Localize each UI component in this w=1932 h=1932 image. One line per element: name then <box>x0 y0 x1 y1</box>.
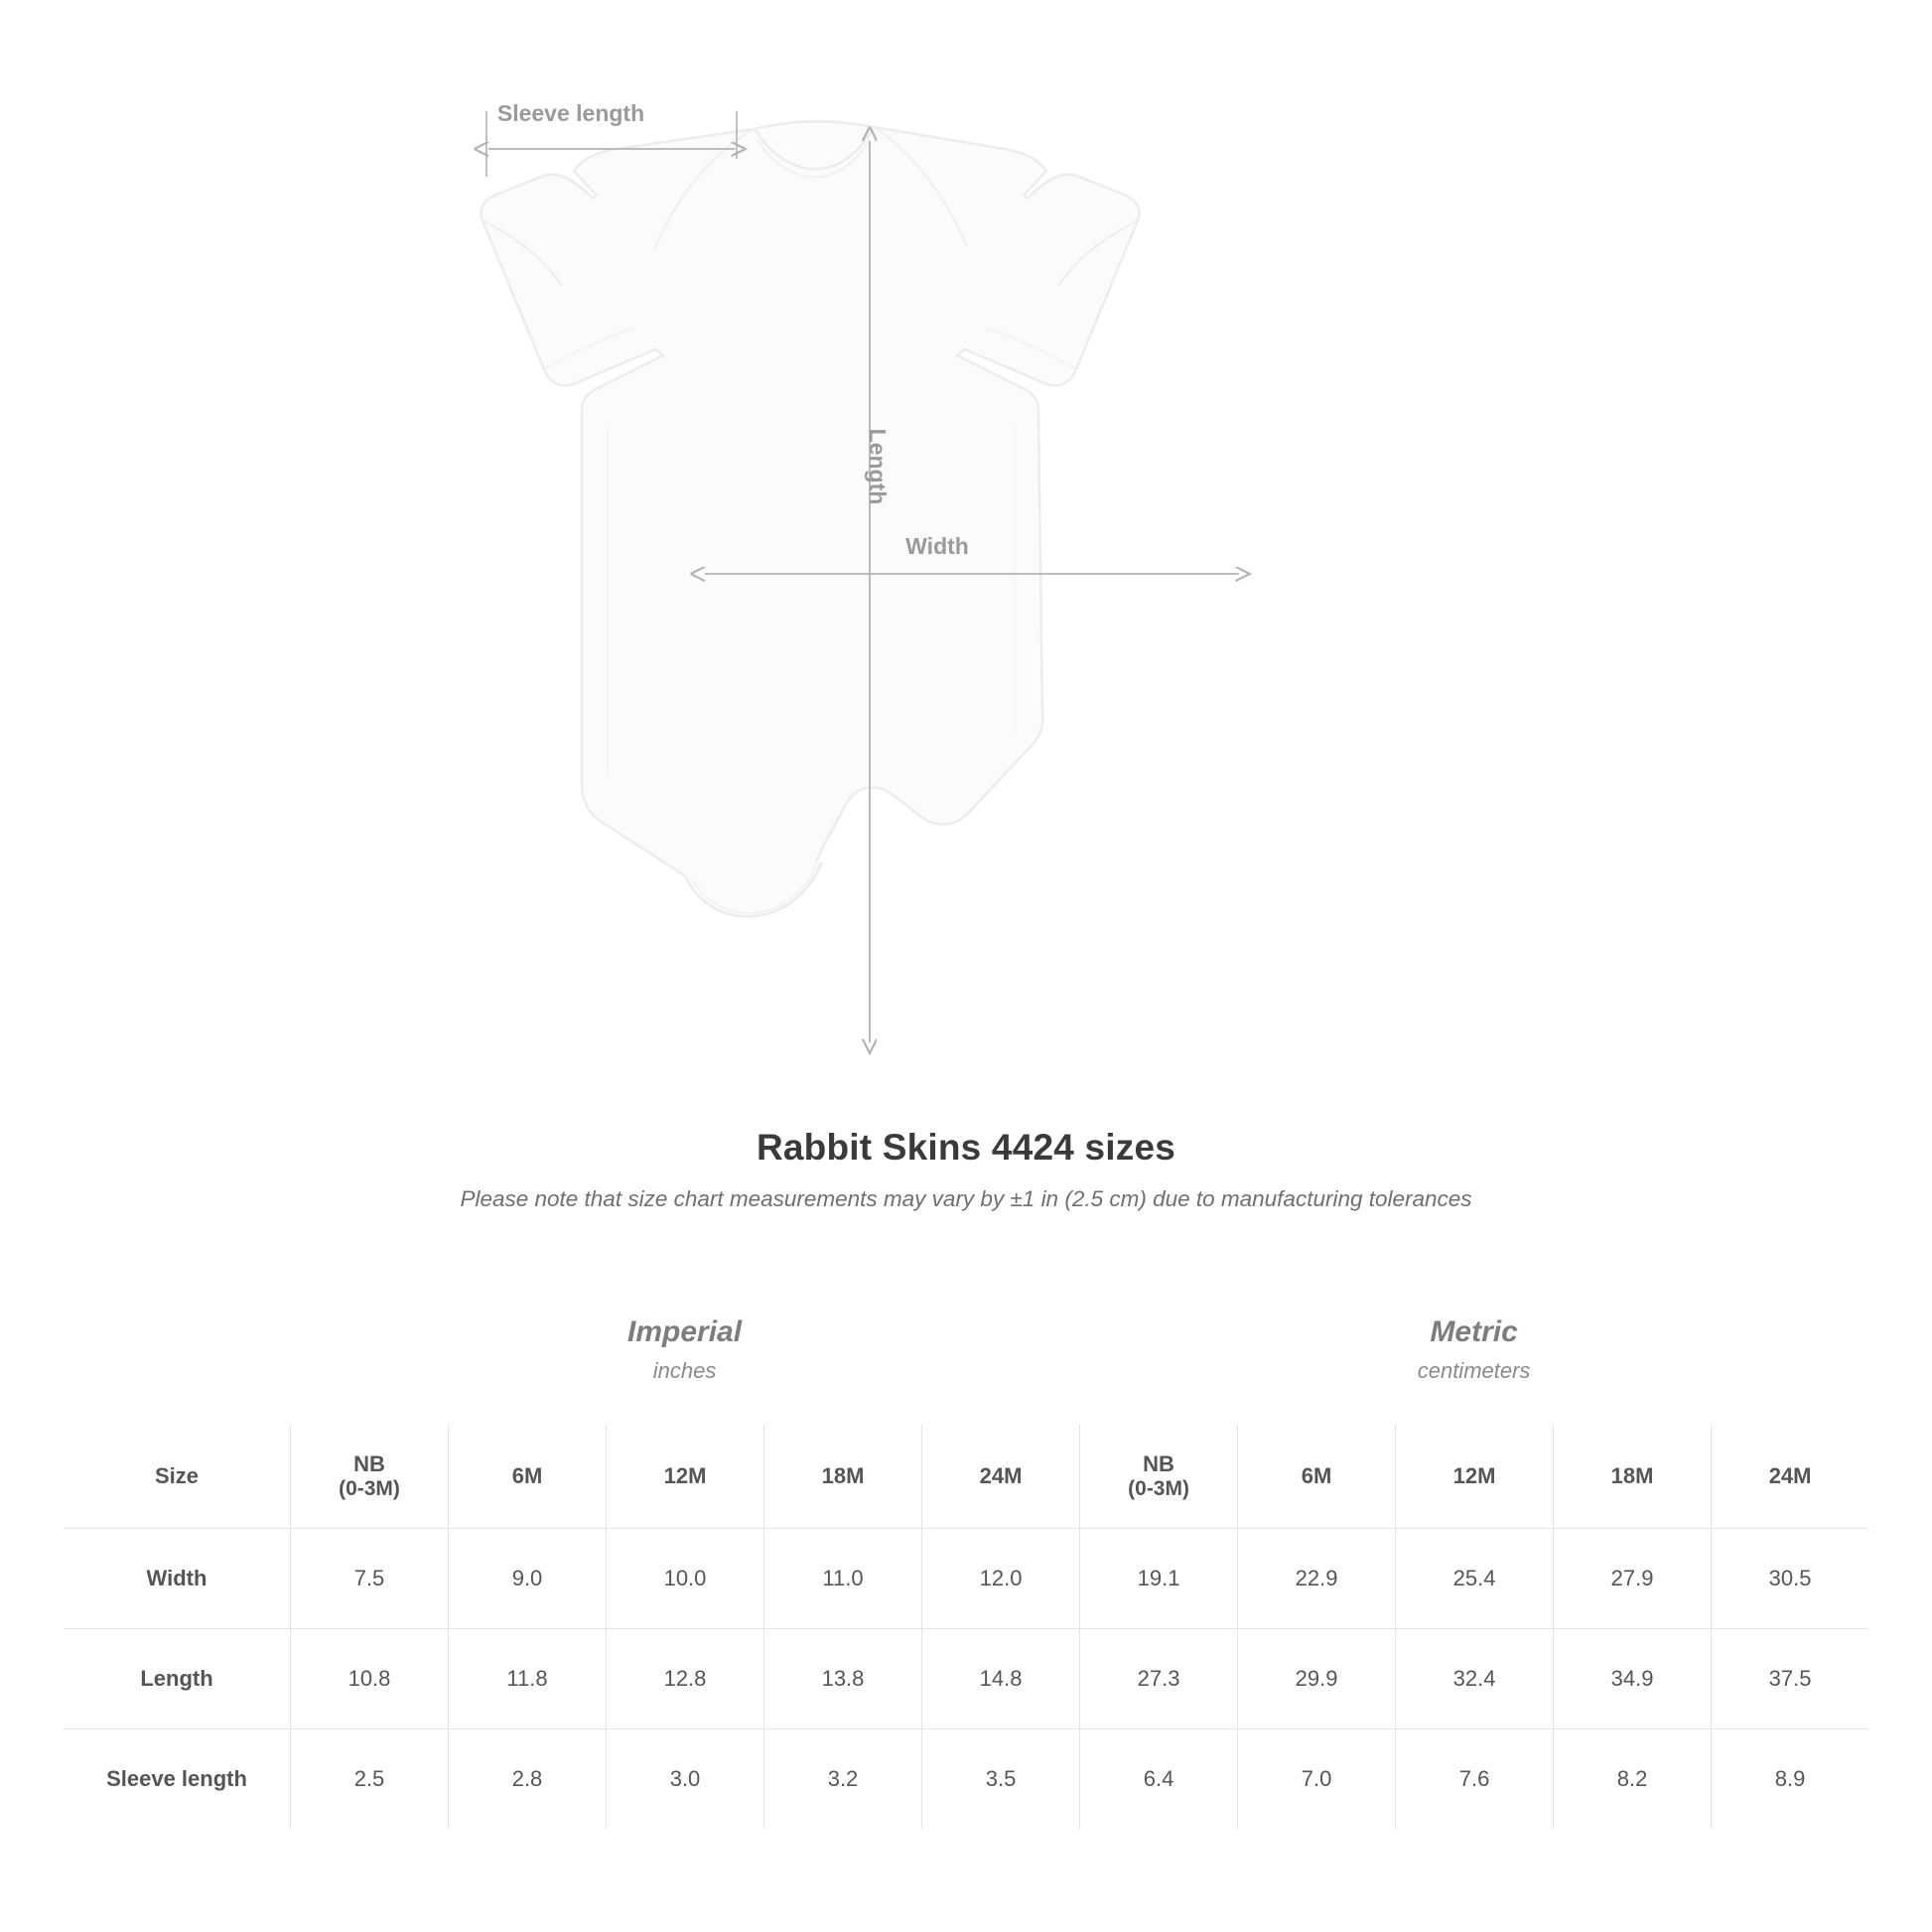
cell-sleeve-6m-in: 2.8 <box>448 1728 606 1829</box>
cell-length-18m-in: 13.8 <box>763 1628 921 1728</box>
col-header-sub: (0-3M) <box>1128 1477 1189 1500</box>
unit-group-metric-name: Metric <box>1430 1315 1518 1348</box>
col-header-nb-metric <box>1079 1425 1237 1528</box>
table-row <box>64 1728 1868 1829</box>
cell-width-nb-in: 7.5 <box>290 1528 448 1628</box>
bodysuit-graphic <box>482 121 1140 916</box>
unit-group-metric <box>1079 1274 1868 1425</box>
col-header-18m-imperial: 18M <box>763 1425 921 1528</box>
bodysuit-body <box>482 121 1140 884</box>
unit-group-metric-sub: centimeters <box>1417 1358 1531 1383</box>
cell-sleeve-12m-in: 3.0 <box>606 1728 763 1829</box>
size-chart-table <box>64 1274 1868 1829</box>
table-row <box>64 1628 1868 1728</box>
cell-sleeve-12m-cm: 7.6 <box>1395 1728 1553 1829</box>
row-label-sleeve-length: Sleeve length <box>64 1728 290 1829</box>
cell-sleeve-nb-in: 2.5 <box>290 1728 448 1829</box>
unit-corner-cell <box>64 1274 290 1425</box>
cell-length-12m-in: 12.8 <box>606 1628 763 1728</box>
col-header-sub: (0-3M) <box>339 1477 400 1500</box>
cell-length-6m-in: 11.8 <box>448 1628 606 1728</box>
cell-length-18m-cm: 34.9 <box>1553 1628 1711 1728</box>
cell-width-6m-in: 9.0 <box>448 1528 606 1628</box>
cell-length-nb-in: 10.8 <box>290 1628 448 1728</box>
col-header-24m-metric: 24M <box>1711 1425 1868 1528</box>
cell-length-24m-in: 14.8 <box>921 1628 1079 1728</box>
col-header-nb-imperial <box>290 1425 448 1528</box>
unit-header-row <box>64 1274 1868 1425</box>
sleeve-length-label: Sleeve length <box>496 100 645 126</box>
table-row <box>64 1528 1868 1628</box>
tolerance-note: Please note that size chart measurements may vary by ±1 in (2.5 cm) due to manufacturing tolerances <box>460 1186 1472 1211</box>
cell-width-12m-in: 10.0 <box>606 1528 763 1628</box>
unit-group-imperial-sub: inches <box>652 1358 717 1383</box>
cell-sleeve-24m-in: 3.5 <box>921 1728 1079 1829</box>
cell-width-6m-cm: 22.9 <box>1237 1528 1395 1628</box>
size-header-row <box>64 1425 1868 1528</box>
col-header-24m-imperial: 24M <box>921 1425 1079 1528</box>
col-header-6m-metric: 6M <box>1237 1425 1395 1528</box>
cell-width-24m-in: 12.0 <box>921 1528 1079 1628</box>
page-title: Rabbit Skins 4424 sizes <box>756 1127 1176 1168</box>
cell-sleeve-18m-cm: 8.2 <box>1553 1728 1711 1829</box>
cell-width-24m-cm: 30.5 <box>1711 1528 1868 1628</box>
unit-group-imperial-name: Imperial <box>627 1315 743 1348</box>
chart-header <box>0 1127 1932 1212</box>
col-header-12m-metric: 12M <box>1395 1425 1553 1528</box>
cell-length-12m-cm: 32.4 <box>1395 1628 1553 1728</box>
cell-width-nb-cm: 19.1 <box>1079 1528 1237 1628</box>
row-label-width: Width <box>64 1528 290 1628</box>
cell-length-nb-cm: 27.3 <box>1079 1628 1237 1728</box>
cell-width-12m-cm: 25.4 <box>1395 1528 1553 1628</box>
col-header-main: NB <box>1143 1451 1174 1476</box>
cell-length-6m-cm: 29.9 <box>1237 1628 1395 1728</box>
header-size-label: Size <box>64 1425 290 1528</box>
length-label: Length <box>865 428 891 505</box>
cell-sleeve-24m-cm: 8.9 <box>1711 1728 1868 1829</box>
col-header-12m-imperial: 12M <box>606 1425 763 1528</box>
width-label: Width <box>905 533 969 559</box>
cell-sleeve-18m-in: 3.2 <box>763 1728 921 1829</box>
col-header-18m-metric: 18M <box>1553 1425 1711 1528</box>
row-label-length: Length <box>64 1628 290 1728</box>
col-header-main: NB <box>353 1451 385 1476</box>
cell-length-24m-cm: 37.5 <box>1711 1628 1868 1728</box>
unit-group-imperial <box>290 1274 1079 1425</box>
cell-sleeve-6m-cm: 7.0 <box>1237 1728 1395 1829</box>
col-header-6m-imperial: 6M <box>448 1425 606 1528</box>
cell-width-18m-cm: 27.9 <box>1553 1528 1711 1628</box>
cell-sleeve-nb-cm: 6.4 <box>1079 1728 1237 1829</box>
cell-width-18m-in: 11.0 <box>763 1528 921 1628</box>
